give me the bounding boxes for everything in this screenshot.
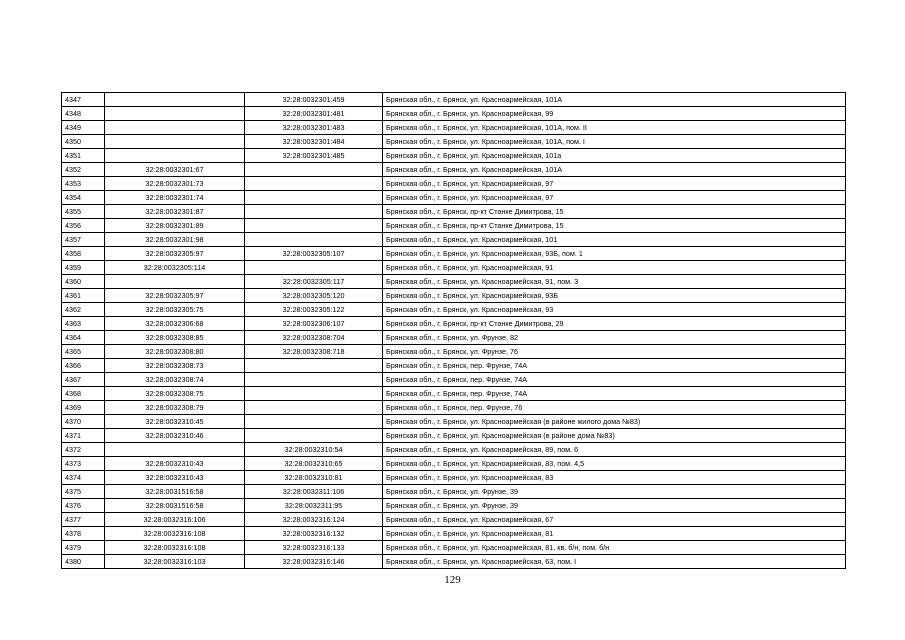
cadastral-number-2-cell: 32:28:0032316:124	[245, 513, 383, 527]
cadastral-number-cell	[105, 443, 245, 457]
cadastral-number-2-cell	[245, 163, 383, 177]
row-number-cell: 4361	[62, 289, 105, 303]
row-number-cell: 4360	[62, 275, 105, 289]
row-number-cell: 4362	[62, 303, 105, 317]
cadastral-number-2-cell	[245, 415, 383, 429]
row-number-cell: 4375	[62, 485, 105, 499]
cadastral-number-2-cell: 32:28:0032316:133	[245, 541, 383, 555]
table-row	[62, 331, 846, 345]
address-cell: Брянская обл., г. Брянск, пр-кт Станке Димитрова, 15	[383, 219, 846, 233]
cadastral-number-cell	[105, 275, 245, 289]
address-cell: Брянская обл., г. Брянск, ул. Фрунзе, 39	[383, 499, 846, 513]
table-row	[62, 163, 846, 177]
row-number-cell: 4379	[62, 541, 105, 555]
row-number-cell: 4359	[62, 261, 105, 275]
table-row	[62, 233, 846, 247]
address-cell: Брянская обл., г. Брянск, ул. Красноармейская, 89, пом. 6	[383, 443, 846, 457]
cadastral-number-cell: 32:28:0032301:98	[105, 233, 245, 247]
cadastral-number-cell: 32:28:0032310:46	[105, 429, 245, 443]
cadastral-number-cell: 32:28:0032308:74	[105, 373, 245, 387]
address-cell: Брянская обл., г. Брянск, ул. Красноармейская (в районе жилого дома №83)	[383, 415, 846, 429]
row-number-cell: 4374	[62, 471, 105, 485]
cadastral-number-2-cell: 32:28:0032316:146	[245, 555, 383, 569]
row-number-cell: 4370	[62, 415, 105, 429]
address-cell: Брянская обл., г. Брянск, пр-кт Станке Димитрова, 29	[383, 317, 846, 331]
cadastral-number-cell: 32:28:0032316:108	[105, 541, 245, 555]
table-row	[62, 205, 846, 219]
address-cell: Брянская обл., г. Брянск, ул. Красноармейская, 91	[383, 261, 846, 275]
address-cell: Брянская обл., г. Брянск, пр-кт Станке Димитрова, 15	[383, 205, 846, 219]
cadastral-number-cell: 32:28:0032305:114	[105, 261, 245, 275]
address-cell: Брянская обл., г. Брянск, ул. Красноармейская, 67	[383, 513, 846, 527]
cadastral-number-cell: 32:28:0032310:43	[105, 457, 245, 471]
row-number-cell: 4369	[62, 401, 105, 415]
table-row	[62, 387, 846, 401]
table-row	[62, 373, 846, 387]
row-number-cell: 4376	[62, 499, 105, 513]
cadastral-number-2-cell: 32:28:0032310:65	[245, 457, 383, 471]
cadastral-number-cell: 32:28:0032305:97	[105, 247, 245, 261]
cadastral-number-2-cell: 32:28:0032305:107	[245, 247, 383, 261]
cadastral-number-cell: 32:28:0032306:68	[105, 317, 245, 331]
address-cell: Брянская обл., г. Брянск, пер. Фрунзе, 74А	[383, 373, 846, 387]
table-row	[62, 499, 846, 513]
table-row	[62, 303, 846, 317]
registry-table-body	[62, 93, 846, 569]
address-cell: Брянская обл., г. Брянск, ул. Красноармейская, 93Б, пом. 1	[383, 247, 846, 261]
row-number-cell: 4377	[62, 513, 105, 527]
address-cell: Брянская обл., г. Брянск, ул. Красноармейская, 91, пом. 3	[383, 275, 846, 289]
cadastral-number-2-cell: 32:28:0032311:95	[245, 499, 383, 513]
cadastral-number-2-cell: 32:28:0032310:54	[245, 443, 383, 457]
address-cell: Брянская обл., г. Брянск, ул. Красноармейская, 81	[383, 527, 846, 541]
cadastral-number-2-cell: 32:28:0032316:132	[245, 527, 383, 541]
row-number-cell: 4365	[62, 345, 105, 359]
table-row	[62, 359, 846, 373]
cadastral-number-2-cell: 32:28:0032301:481	[245, 107, 383, 121]
row-number-cell: 4354	[62, 191, 105, 205]
cadastral-number-cell: 32:28:0032305:97	[105, 289, 245, 303]
registry-table	[61, 92, 846, 569]
table-row	[62, 247, 846, 261]
address-cell: Брянская обл., г. Брянск, ул. Красноармейская, 93	[383, 303, 846, 317]
address-cell: Брянская обл., г. Брянск, ул. Красноармейская, 101А	[383, 163, 846, 177]
cadastral-number-cell: 32:28:0031516:58	[105, 499, 245, 513]
table-row	[62, 443, 846, 457]
cadastral-number-2-cell	[245, 191, 383, 205]
cadastral-number-2-cell	[245, 401, 383, 415]
cadastral-number-2-cell: 32:28:0032301:485	[245, 149, 383, 163]
cadastral-number-cell: 32:28:0032301:89	[105, 219, 245, 233]
table-row	[62, 415, 846, 429]
table-row	[62, 471, 846, 485]
table-row	[62, 135, 846, 149]
row-number-cell: 4366	[62, 359, 105, 373]
address-cell: Брянская обл., г. Брянск, ул. Красноармейская, 63, пом. I	[383, 555, 846, 569]
cadastral-number-2-cell: 32:28:0032301:484	[245, 135, 383, 149]
cadastral-number-cell: 32:28:0032308:80	[105, 345, 245, 359]
table-row	[62, 429, 846, 443]
table-row	[62, 345, 846, 359]
address-cell: Брянская обл., г. Брянск, ул. Красноармейская, 93Б	[383, 289, 846, 303]
table-row	[62, 527, 846, 541]
cadastral-number-2-cell	[245, 387, 383, 401]
table-row	[62, 219, 846, 233]
row-number-cell: 4356	[62, 219, 105, 233]
row-number-cell: 4350	[62, 135, 105, 149]
address-cell: Брянская обл., г. Брянск, ул. Фрунзе, 39	[383, 485, 846, 499]
table-row	[62, 93, 846, 107]
address-cell: Брянская обл., г. Брянск, ул. Красноармейская, 97	[383, 191, 846, 205]
address-cell: Брянская обл., г. Брянск, ул. Красноармейская, 101А, пом. II	[383, 121, 846, 135]
cadastral-number-2-cell	[245, 429, 383, 443]
cadastral-number-2-cell: 32:28:0032305:120	[245, 289, 383, 303]
cadastral-number-cell: 32:28:0032301:74	[105, 191, 245, 205]
cadastral-number-2-cell: 32:28:0032305:117	[245, 275, 383, 289]
table-row	[62, 261, 846, 275]
cadastral-number-cell: 32:28:0032316:106	[105, 513, 245, 527]
row-number-cell: 4373	[62, 457, 105, 471]
cadastral-number-2-cell: 32:28:0032301:483	[245, 121, 383, 135]
cadastral-number-cell: 32:28:0032308:73	[105, 359, 245, 373]
address-cell: Брянская обл., г. Брянск, ул. Красноармейская, 83, пом. 4,5	[383, 457, 846, 471]
cadastral-number-2-cell	[245, 261, 383, 275]
address-cell: Брянская обл., г. Брянск, ул. Красноармейская, 101а	[383, 149, 846, 163]
address-cell: Брянская обл., г. Брянск, ул. Красноармейская, 97	[383, 177, 846, 191]
address-cell: Брянская обл., г. Брянск, ул. Красноармейская, 99	[383, 107, 846, 121]
cadastral-number-cell	[105, 135, 245, 149]
cadastral-number-cell	[105, 107, 245, 121]
cadastral-number-cell: 32:28:0032308:85	[105, 331, 245, 345]
address-cell: Брянская обл., г. Брянск, ул. Фрунзе, 82	[383, 331, 846, 345]
row-number-cell: 4368	[62, 387, 105, 401]
row-number-cell: 4371	[62, 429, 105, 443]
cadastral-number-2-cell	[245, 359, 383, 373]
row-number-cell: 4358	[62, 247, 105, 261]
table-row	[62, 317, 846, 331]
address-cell: Брянская обл., г. Брянск, ул. Фрунзе, 76	[383, 345, 846, 359]
page-number: 129	[444, 574, 461, 586]
row-number-cell: 4364	[62, 331, 105, 345]
address-cell: Брянская обл., г. Брянск, ул. Красноармейская, 101А	[383, 93, 846, 107]
cadastral-number-2-cell: 32:28:0032308:718	[245, 345, 383, 359]
table-row	[62, 177, 846, 191]
address-cell: Брянская обл., г. Брянск, пер. Фрунзе, 76	[383, 401, 846, 415]
cadastral-number-2-cell	[245, 233, 383, 247]
cadastral-number-2-cell	[245, 205, 383, 219]
address-cell: Брянская обл., г. Брянск, ул. Красноармейская, 81, кв. б/н, пом. б/н	[383, 541, 846, 555]
row-number-cell: 4349	[62, 121, 105, 135]
table-row	[62, 541, 846, 555]
address-cell: Брянская обл., г. Брянск, пер. Фрунзе, 74А	[383, 387, 846, 401]
cadastral-number-cell: 32:28:0032310:45	[105, 415, 245, 429]
row-number-cell: 4380	[62, 555, 105, 569]
row-number-cell: 4351	[62, 149, 105, 163]
row-number-cell: 4348	[62, 107, 105, 121]
cadastral-number-2-cell: 32:28:0032311:106	[245, 485, 383, 499]
cadastral-number-cell: 32:28:0032301:87	[105, 205, 245, 219]
table-row	[62, 149, 846, 163]
cadastral-number-2-cell: 32:28:0032308:704	[245, 331, 383, 345]
table-row	[62, 555, 846, 569]
cadastral-number-2-cell: 32:28:0032301:459	[245, 93, 383, 107]
table-row	[62, 121, 846, 135]
row-number-cell: 4353	[62, 177, 105, 191]
address-cell: Брянская обл., г. Брянск, ул. Красноармейская, 101А, пом. I	[383, 135, 846, 149]
row-number-cell: 4372	[62, 443, 105, 457]
cadastral-number-cell: 32:28:0032310:43	[105, 471, 245, 485]
address-cell: Брянская обл., г. Брянск, ул. Красноармейская, 101	[383, 233, 846, 247]
cadastral-number-cell: 32:28:0032316:103	[105, 555, 245, 569]
table-row	[62, 107, 846, 121]
cadastral-number-cell	[105, 121, 245, 135]
cadastral-number-cell	[105, 149, 245, 163]
cadastral-number-cell: 32:28:0032301:73	[105, 177, 245, 191]
cadastral-number-cell: 32:28:0032316:108	[105, 527, 245, 541]
address-cell: Брянская обл., г. Брянск, пер. Фрунзе, 74А	[383, 359, 846, 373]
row-number-cell: 4352	[62, 163, 105, 177]
cadastral-number-cell	[105, 93, 245, 107]
table-row	[62, 191, 846, 205]
row-number-cell: 4367	[62, 373, 105, 387]
row-number-cell: 4378	[62, 527, 105, 541]
row-number-cell: 4347	[62, 93, 105, 107]
table-row	[62, 513, 846, 527]
table-row	[62, 457, 846, 471]
cadastral-number-2-cell: 32:28:0032306:107	[245, 317, 383, 331]
table-row	[62, 275, 846, 289]
row-number-cell: 4355	[62, 205, 105, 219]
row-number-cell: 4357	[62, 233, 105, 247]
cadastral-number-cell: 32:28:0031516:58	[105, 485, 245, 499]
cadastral-number-2-cell	[245, 219, 383, 233]
cadastral-number-2-cell: 32:28:0032310:81	[245, 471, 383, 485]
address-cell: Брянская обл., г. Брянск, ул. Красноармейская, 83	[383, 471, 846, 485]
cadastral-number-cell: 32:28:0032301:67	[105, 163, 245, 177]
table-row	[62, 401, 846, 415]
cadastral-number-2-cell: 32:28:0032305:122	[245, 303, 383, 317]
row-number-cell: 4363	[62, 317, 105, 331]
cadastral-number-cell: 32:28:0032308:79	[105, 401, 245, 415]
address-cell: Брянская обл., г. Брянск, ул. Красноармейская (в районе дома №83)	[383, 429, 846, 443]
cadastral-number-2-cell	[245, 177, 383, 191]
table-row	[62, 289, 846, 303]
cadastral-number-2-cell	[245, 373, 383, 387]
table-row	[62, 485, 846, 499]
cadastral-number-cell: 32:28:0032305:75	[105, 303, 245, 317]
cadastral-number-cell: 32:28:0032308:75	[105, 387, 245, 401]
